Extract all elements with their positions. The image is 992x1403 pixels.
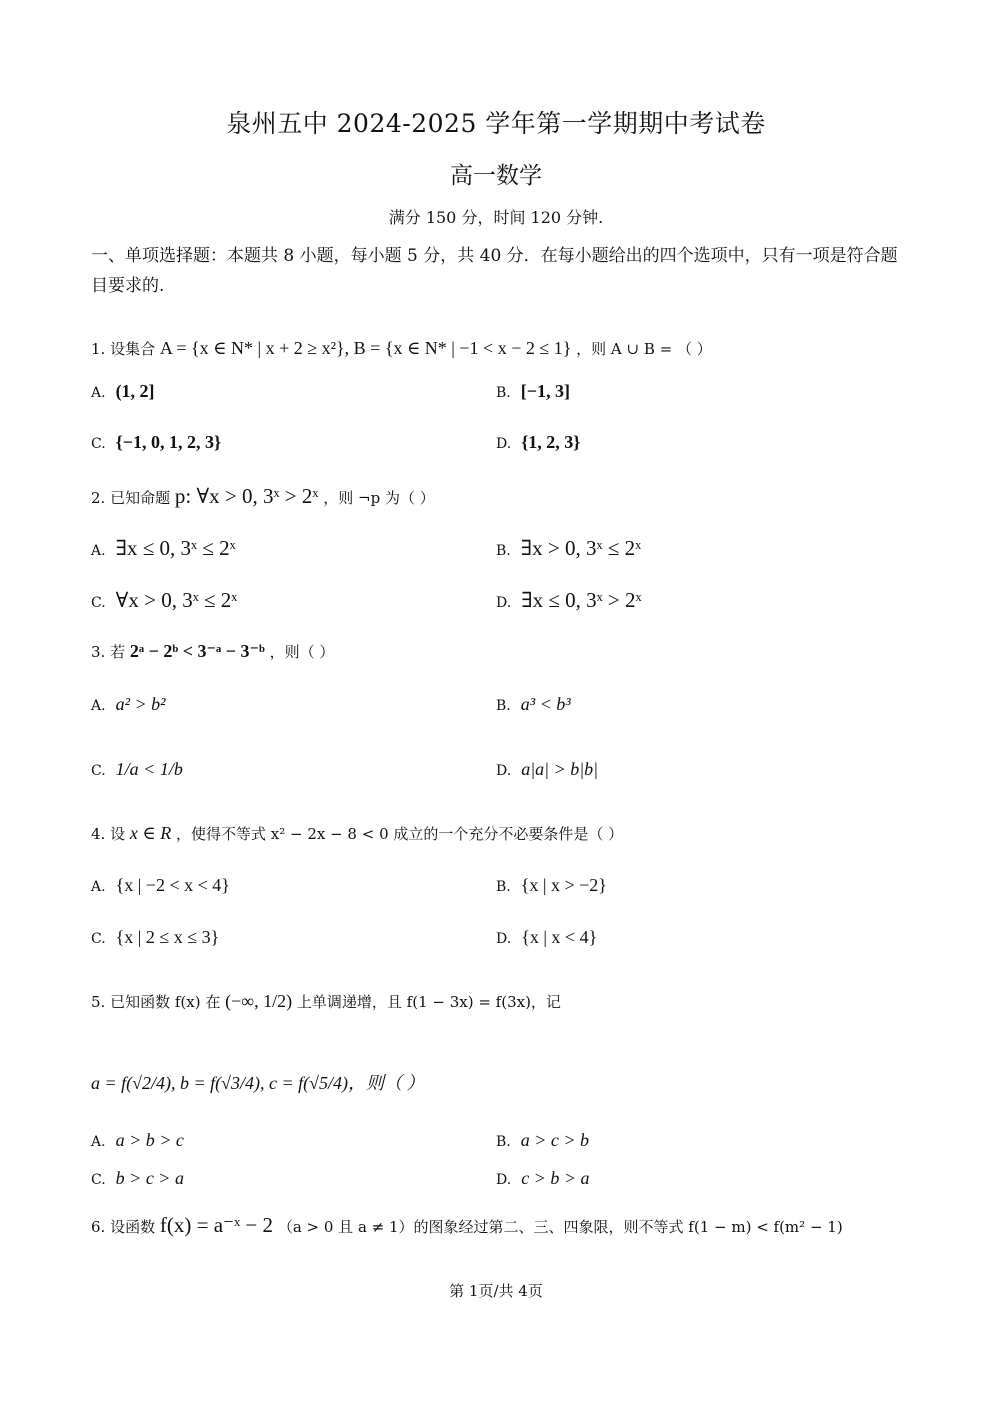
question-2-stem: 2. 已知命题 p: ∀x > 0, 3ˣ > 2ˣ ，则 ¬p 为（ ） [91,484,435,508]
question-4-option-b: B. {x | x > −2} [496,875,607,895]
question-3-option-a: A. a² > b² [91,694,166,714]
question-6-stem: 6. 设函数 f(x) = a⁻ˣ − 2 （a > 0 且 a ≠ 1）的图象经过第二、三、四象限，则不等式 f(1 − m) < f(m² − 1) [91,1213,843,1237]
question-1-option-a: A. (1, 2] [91,381,155,401]
question-4-stem: 4. 设 x ∈ R ，使得不等式 x² − 2x − 8 < 0 成立的一个充分不必要条件是（ ） [91,823,624,843]
question-2-option-a: A. ∃x ≤ 0, 3ˣ ≤ 2ˣ [91,536,236,560]
page-footer: 第 1页/共 4页 [449,1282,543,1300]
exam-title: 泉州五中 2024-2025 学年第一学期期中考试卷 [226,109,766,138]
question-3-option-b: B. a³ < b³ [496,694,571,714]
question-3-stem: 3. 若 2ᵃ − 2ᵇ < 3⁻ᵃ − 3⁻ᵇ ，则（ ） [91,641,335,661]
question-4-option-c: C. {x | 2 ≤ x ≤ 3} [91,927,220,947]
question-2-option-c: C. ∀x > 0, 3ˣ ≤ 2ˣ [91,588,238,612]
section-heading: 一、单项选择题：本题共 8 小题，每小题 5 分，共 40 分．在每小题给出的四个选项中，只有一项是符合题目要求的. [91,246,898,296]
question-5-option-d: D. c > b > a [496,1168,590,1188]
question-2-option-d: D. ∃x ≤ 0, 3ˣ > 2ˣ [496,588,642,612]
question-4-option-d: D. {x | x < 4} [496,927,598,947]
question-5-option-c: C. b > c > a [91,1168,184,1188]
question-5-option-b: B. a > c > b [496,1130,590,1150]
exam-subject: 高一数学 [450,163,542,189]
question-1-stem: 1. 设集合 A = {x ∈ N* | x + 2 ≥ x²}, B = {x ∈ N* | −1 < x − 2 ≤ 1} ，则 A ∪ B = （ ） [91,338,712,358]
question-5-stem-line2: a = f(√2/4), b = f(√3/4), c = f(√5/4)，则（ ） [91,1073,425,1093]
question-3-option-d: D. a|a| > b|b| [496,759,599,779]
question-1-option-b: B. [−1, 3] [496,381,570,401]
question-1-option-d: D. {1, 2, 3} [496,432,581,452]
question-4-option-a: A. {x | −2 < x < 4} [91,875,230,895]
question-2-option-b: B. ∃x > 0, 3ˣ ≤ 2ˣ [496,536,642,560]
exam-note: 满分 150 分，时间 120 分钟. [388,208,604,227]
question-5-option-a: A. a > b > c [91,1130,184,1150]
question-1-option-c: C. {−1, 0, 1, 2, 3} [91,432,222,452]
question-5-stem: 5. 已知函数 f(x) 在 (−∞, 1/2) 上单调递增，且 f(1 − 3x) = f(3x)，记 [91,991,561,1011]
question-3-option-c: C. 1/a < 1/b [91,759,183,779]
